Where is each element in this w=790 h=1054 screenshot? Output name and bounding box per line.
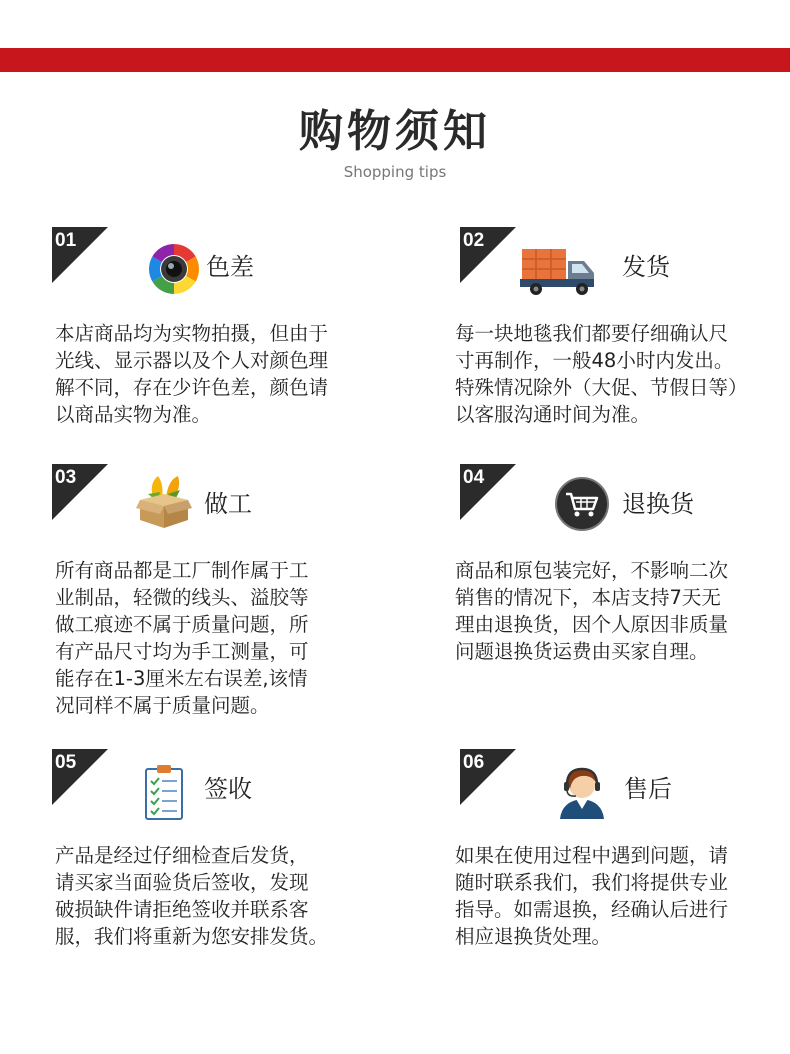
tip-number-badge: 05 — [52, 749, 108, 805]
tip-number-badge: 04 — [460, 464, 516, 520]
top-red-bar — [0, 48, 790, 72]
page-subtitle: Shopping tips — [343, 163, 447, 181]
tip-number-badge: 01 — [52, 227, 108, 283]
checklist-clipboard-icon — [142, 763, 186, 821]
tip-label: 退换货 — [622, 490, 694, 518]
page-title: 购物须知 — [299, 106, 491, 157]
delivery-truck-icon — [520, 243, 600, 299]
tip-text: 所有商品都是工厂制作属于工 业制品，轻微的线头、溢胶等 做工痕迹不属于质量问题，所 有产品尺寸均为手工测量，可 能存在1-3厘米左右误差,该情 况同样不属于质量问题。 — [55, 559, 309, 717]
craft-box-icon — [136, 470, 192, 530]
tip-label: 售后 — [624, 775, 672, 803]
camera-lens-icon — [146, 241, 202, 297]
tip-label: 色差 — [206, 253, 254, 281]
tip-number-badge: 06 — [460, 749, 516, 805]
tip-label: 签收 — [204, 775, 252, 803]
tip-text: 产品是经过仔细检查后发货， 请买家当面验货后签收，发现 破损缺件请拒绝签收并联系客 服，我们将重新为您安排发货。 — [55, 844, 329, 948]
tip-number-badge: 02 — [460, 227, 516, 283]
shopping-cart-icon — [554, 476, 610, 532]
tip-text: 如果在使用过程中遇到问题，请 随时联系我们，我们将提供专业 指导。如需退换，经确认后进行 相应退换货处理。 — [455, 844, 729, 948]
tip-text: 本店商品均为实物拍摄，但由于 光线、显示器以及个人对颜色理 解不同，存在少许色差，颜色请 以商品实物为准。 — [55, 322, 329, 426]
tip-text: 每一块地毯我们都要仔细确认尺 寸再制作，一般48小时内发出。 特殊情况除外（大促、节假日等） 以客服沟通时间为准。 — [455, 322, 748, 426]
tip-text: 商品和原包装完好，不影响二次 销售的情况下，本店支持7天无 理由退换货，因个人原因非质量 问题退换货运费由买家自理。 — [455, 559, 729, 663]
tip-label: 做工 — [204, 490, 252, 518]
tip-number-badge: 03 — [52, 464, 108, 520]
tip-label: 发货 — [622, 253, 670, 281]
customer-service-icon — [554, 761, 610, 821]
